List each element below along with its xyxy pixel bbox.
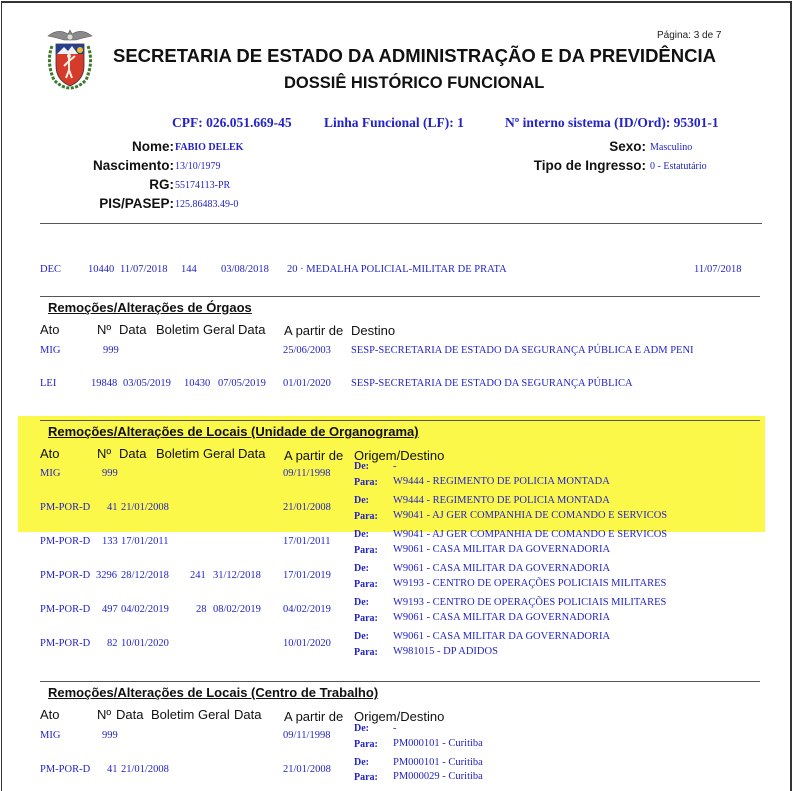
rg-label: RG: — [149, 177, 174, 192]
cell-para: W981015 - DP ADIDOS — [393, 646, 498, 657]
medal-ato: DEC — [40, 264, 61, 275]
section-title-locais-unidade: Remoções/Alterações de Locais (Unidade de Organograma) — [48, 424, 419, 439]
col-data: Data — [119, 322, 147, 337]
cell-boletim: 241 — [190, 570, 206, 581]
cell-de: W9061 - CASA MILITAR DA GOVERNADORIA — [393, 563, 611, 574]
divider — [40, 223, 762, 224]
divider — [40, 420, 760, 421]
cell-data: 04/02/2019 — [121, 604, 169, 615]
cell-ato: MIG — [40, 345, 61, 356]
medal-boletim: 144 — [181, 264, 197, 275]
ingresso-label: Tipo de Ingresso: — [533, 158, 646, 173]
divider — [40, 681, 760, 682]
cell-a-partir: 21/01/2008 — [283, 502, 331, 513]
col-ato: Ato — [40, 322, 60, 337]
linha-funcional: Linha Funcional (LF): 1 — [324, 115, 464, 130]
numero-interno: Nº interno sistema (ID/Ord): 95301-1 — [505, 115, 719, 130]
col-a-partir: A partir de — [284, 709, 344, 724]
pis-value: 125.86483.49-0 — [175, 199, 239, 210]
cpf: CPF: 026.051.669-45 — [172, 115, 292, 130]
cell-de: - — [393, 723, 397, 734]
cell-data: 03/05/2019 — [123, 378, 171, 389]
cell-a-partir: 09/11/1998 — [283, 730, 331, 741]
cell-boletim: 10430 — [184, 378, 211, 389]
section-title-locais-centro: Remoções/Alterações de Locais (Centro de Trabalho) — [48, 685, 379, 700]
medal-numero: 10440 — [88, 264, 115, 275]
sexo-value: Masculino — [650, 142, 693, 153]
cell-para: PM000101 - Curitiba — [393, 738, 483, 749]
cell-data: 28/12/2018 — [121, 570, 169, 581]
cell-de: W9041 - AJ GER COMPANHIA DE COMANDO E SERVICOS — [393, 529, 668, 540]
cell-data: 21/01/2008 — [121, 764, 169, 775]
col-numero: Nº — [97, 707, 112, 722]
col-boletim: Boletim Geral — [156, 322, 235, 337]
de-label: De: — [354, 723, 369, 734]
col-numero: Nº — [97, 446, 112, 461]
cell-numero: 999 — [102, 730, 118, 741]
cell-numero: 82 — [107, 638, 118, 649]
para-label: Para: — [354, 545, 378, 556]
cell-de: W9061 - CASA MILITAR DA GOVERNADORIA — [393, 631, 611, 642]
medal-boletim-data: 03/08/2018 — [221, 264, 269, 275]
cell-ato: PM-POR-D — [40, 604, 91, 615]
para-label: Para: — [354, 772, 378, 783]
col-boletim-data: Data — [234, 707, 262, 722]
divider — [40, 296, 760, 297]
cell-ato: PM-POR-D — [40, 570, 91, 581]
cell-boletim-data: 31/12/2018 — [213, 570, 261, 581]
col-boletim: Boletim Geral — [156, 446, 235, 461]
rg-value: 55174113-PR — [175, 180, 231, 191]
cell-ato: LEI — [40, 378, 57, 389]
cell-para: PM000029 - Curitiba — [393, 771, 483, 782]
cell-numero: 41 — [107, 764, 118, 775]
nascimento-value: 13/10/1979 — [175, 161, 221, 172]
col-boletim: Boletim Geral — [151, 707, 230, 722]
col-a-partir: A partir de — [284, 448, 344, 463]
cell-numero: 19848 — [91, 378, 118, 389]
cell-de: PM000101 - Curitiba — [393, 757, 483, 768]
cell-a-partir: 09/11/1998 — [283, 468, 331, 479]
medal-data-fim: 11/07/2018 — [694, 264, 742, 275]
medal-descricao: 20 · MEDALHA POLICIAL-MILITAR DE PRATA — [287, 264, 507, 275]
cell-para: W9193 - CENTRO DE OPERAÇÕES POLICIAIS MILITARES — [393, 578, 667, 589]
cell-data: 17/01/2011 — [121, 536, 169, 547]
cell-data: 10/01/2020 — [121, 638, 169, 649]
col-boletim-data: Data — [238, 446, 266, 461]
nascimento-label: Nascimento: — [92, 158, 174, 173]
col-numero: Nº — [97, 322, 112, 337]
de-label: De: — [354, 495, 369, 506]
medal-data: 11/07/2018 — [120, 264, 168, 275]
cell-boletim-data: 08/02/2019 — [213, 604, 261, 615]
cell-ato: MIG — [40, 730, 61, 741]
cell-a-partir: 17/01/2011 — [283, 536, 331, 547]
para-label: Para: — [354, 739, 378, 750]
col-origem-destino: Origem/Destino — [354, 709, 445, 724]
cell-numero: 999 — [103, 345, 119, 356]
para-label: Para: — [354, 613, 378, 624]
de-label: De: — [354, 757, 369, 768]
cell-para: W9061 - CASA MILITAR DA GOVERNADORIA — [393, 544, 611, 555]
cell-a-partir: 01/01/2020 — [283, 378, 331, 389]
cell-numero: 999 — [102, 468, 118, 479]
de-label: De: — [354, 631, 369, 642]
cell-ato: PM-POR-D — [40, 536, 91, 547]
cell-a-partir: 25/06/2003 — [283, 345, 331, 356]
nome-label: Nome: — [131, 139, 174, 154]
col-origem-destino: Origem/Destino — [354, 448, 445, 463]
pis-label: PIS/PASEP: — [99, 196, 174, 211]
cell-boletim: 28 — [196, 604, 207, 615]
cell-para: W9041 - AJ GER COMPANHIA DE COMANDO E SERVICOS — [393, 510, 668, 521]
para-label: Para: — [354, 647, 378, 658]
cell-de: W9193 - CENTRO DE OPERAÇÕES POLICIAIS MILITARES — [393, 597, 667, 608]
cell-para: W9061 - CASA MILITAR DA GOVERNADORIA — [393, 612, 611, 623]
cell-numero: 41 — [107, 502, 118, 513]
cell-a-partir: 21/01/2008 — [283, 764, 331, 775]
col-destino: Destino — [351, 323, 396, 338]
cell-ato: PM-POR-D — [40, 764, 91, 775]
cell-para: W9444 - REGIMENTO DE POLICIA MONTADA — [393, 476, 610, 487]
col-ato: Ato — [40, 446, 60, 461]
de-label: De: — [354, 529, 369, 540]
de-label: De: — [354, 597, 369, 608]
sexo-label: Sexo: — [609, 139, 646, 154]
cell-data: 21/01/2008 — [121, 502, 169, 513]
cell-boletim-data: 07/05/2019 — [218, 378, 266, 389]
cell-destino: SESP-SECRETARIA DE ESTADO DA SEGURANÇA PÚBLICA — [351, 378, 633, 389]
document-title: SECRETARIA DE ESTADO DA ADMINISTRAÇÃO E DA PREVIDÊNCIA — [113, 45, 716, 66]
cell-de: - — [393, 461, 397, 472]
cell-numero: 3296 — [96, 570, 117, 581]
cell-a-partir: 04/02/2019 — [283, 604, 331, 615]
cell-ato: MIG — [40, 468, 61, 479]
document-subtitle: DOSSIÊ HISTÓRICO FUNCIONAL — [284, 74, 545, 92]
cell-numero: 497 — [102, 604, 118, 615]
para-label: Para: — [354, 511, 378, 522]
page-indicator: Página: 3 de 7 — [657, 30, 722, 41]
nome-value: FABIO DELEK — [175, 142, 244, 153]
para-label: Para: — [354, 579, 378, 590]
col-a-partir: A partir de — [284, 323, 344, 338]
col-data: Data — [116, 707, 144, 722]
cell-ato: PM-POR-D — [40, 638, 91, 649]
cell-numero: 133 — [102, 536, 118, 547]
col-boletim-data: Data — [238, 322, 266, 337]
col-data: Data — [119, 446, 147, 461]
section-title-orgaos: Remoções/Alterações de Órgaos — [48, 300, 252, 315]
cell-a-partir: 17/01/2019 — [283, 570, 331, 581]
parana-coat-of-arms-icon — [42, 26, 98, 90]
cell-destino: SESP-SECRETARIA DE ESTADO DA SEGURANÇA PÚBLICA E ADM PENI — [351, 345, 694, 356]
ingresso-value: 0 - Estatutário — [650, 161, 707, 172]
col-ato: Ato — [40, 707, 60, 722]
cell-de: W9444 - REGIMENTO DE POLICIA MONTADA — [393, 495, 610, 506]
de-label: De: — [354, 461, 369, 472]
cell-a-partir: 10/01/2020 — [283, 638, 331, 649]
para-label: Para: — [354, 477, 378, 488]
de-label: De: — [354, 563, 369, 574]
cell-ato: PM-POR-D — [40, 502, 91, 513]
